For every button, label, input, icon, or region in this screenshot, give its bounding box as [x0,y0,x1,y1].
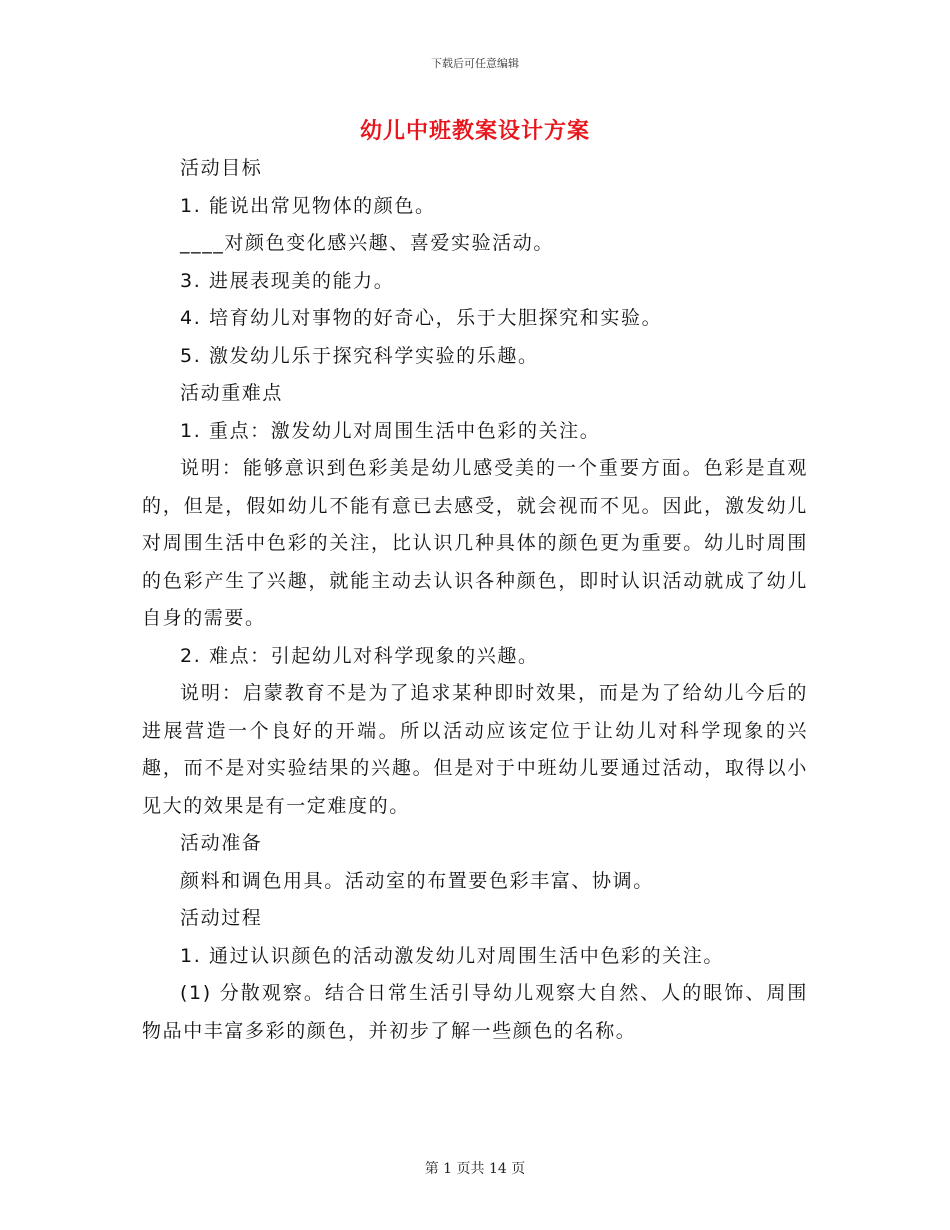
goal-item-2: ____对颜色变化感兴趣、喜爱实验活动。 [180,232,555,254]
document-body [142,150,808,1050]
section-heading-key-points: 活动重难点 [180,382,284,404]
document-title: 幼儿中班教案设计方案 [359,118,590,144]
section-heading-goals: 活动目标 [180,157,263,179]
key-point-2: 2. 难点：引起幼儿对科学现象的兴趣。 [180,644,539,667]
goal-item-4: 4. 培育幼儿对事物的好奇心，乐于大胆探究和实验。 [180,307,663,329]
goal-item-5: 5. 激发幼儿乐于探究科学实验的乐趣。 [180,344,539,367]
page-number: 第 1 页共 14 页 [424,1161,526,1177]
section-heading-preparation: 活动准备 [180,832,263,854]
preparation-text: 颜料和调色用具。活动室的布置要色彩丰富、协调。 [180,869,654,892]
process-step-1: 1. 通过认识颜色的活动激发幼儿对周围生活中色彩的关注。 [180,944,724,967]
key-point-1-explanation: 说明：能够意识到色彩美是幼儿感受美的一个重要方面。色彩是直观的，但是，假如幼儿不能有意已去感受，就会视而不见。因此，激发幼儿对周围生活中色彩的关注，比认识几种具体的颜色更为重要。幼儿时周围的色彩产生了兴趣，就能主动去认识各种颜色，即时认识活动就成了幼儿自身的需要。 [142,457,808,629]
process-substep-1: (1) 分散观察。结合日常生活引导幼儿观察大自然、人的眼饰、周围物品中丰富多彩的颜色，并初步了解一些颜色的名称。 [142,982,808,1042]
section-heading-process: 活动过程 [180,907,263,929]
goal-item-3: 3. 进展表现美的能力。 [180,269,395,292]
goal-item-1: 1. 能说出常见物体的颜色。 [180,194,436,217]
key-point-2-explanation: 说明：启蒙教育不是为了追求某种即时效果，而是为了给幼儿今后的进展营造一个良好的开端。所以活动应该定位于让幼儿对科学现象的兴趣，而不是对实验结果的兴趣。但是对于中班幼儿要通过活动，取得以小见大的效果是有一定难度的。 [142,682,808,817]
header-note: 下载后可任意编辑 [431,57,519,70]
key-point-1: 1. 重点：激发幼儿对周围生活中色彩的关注。 [180,419,601,442]
